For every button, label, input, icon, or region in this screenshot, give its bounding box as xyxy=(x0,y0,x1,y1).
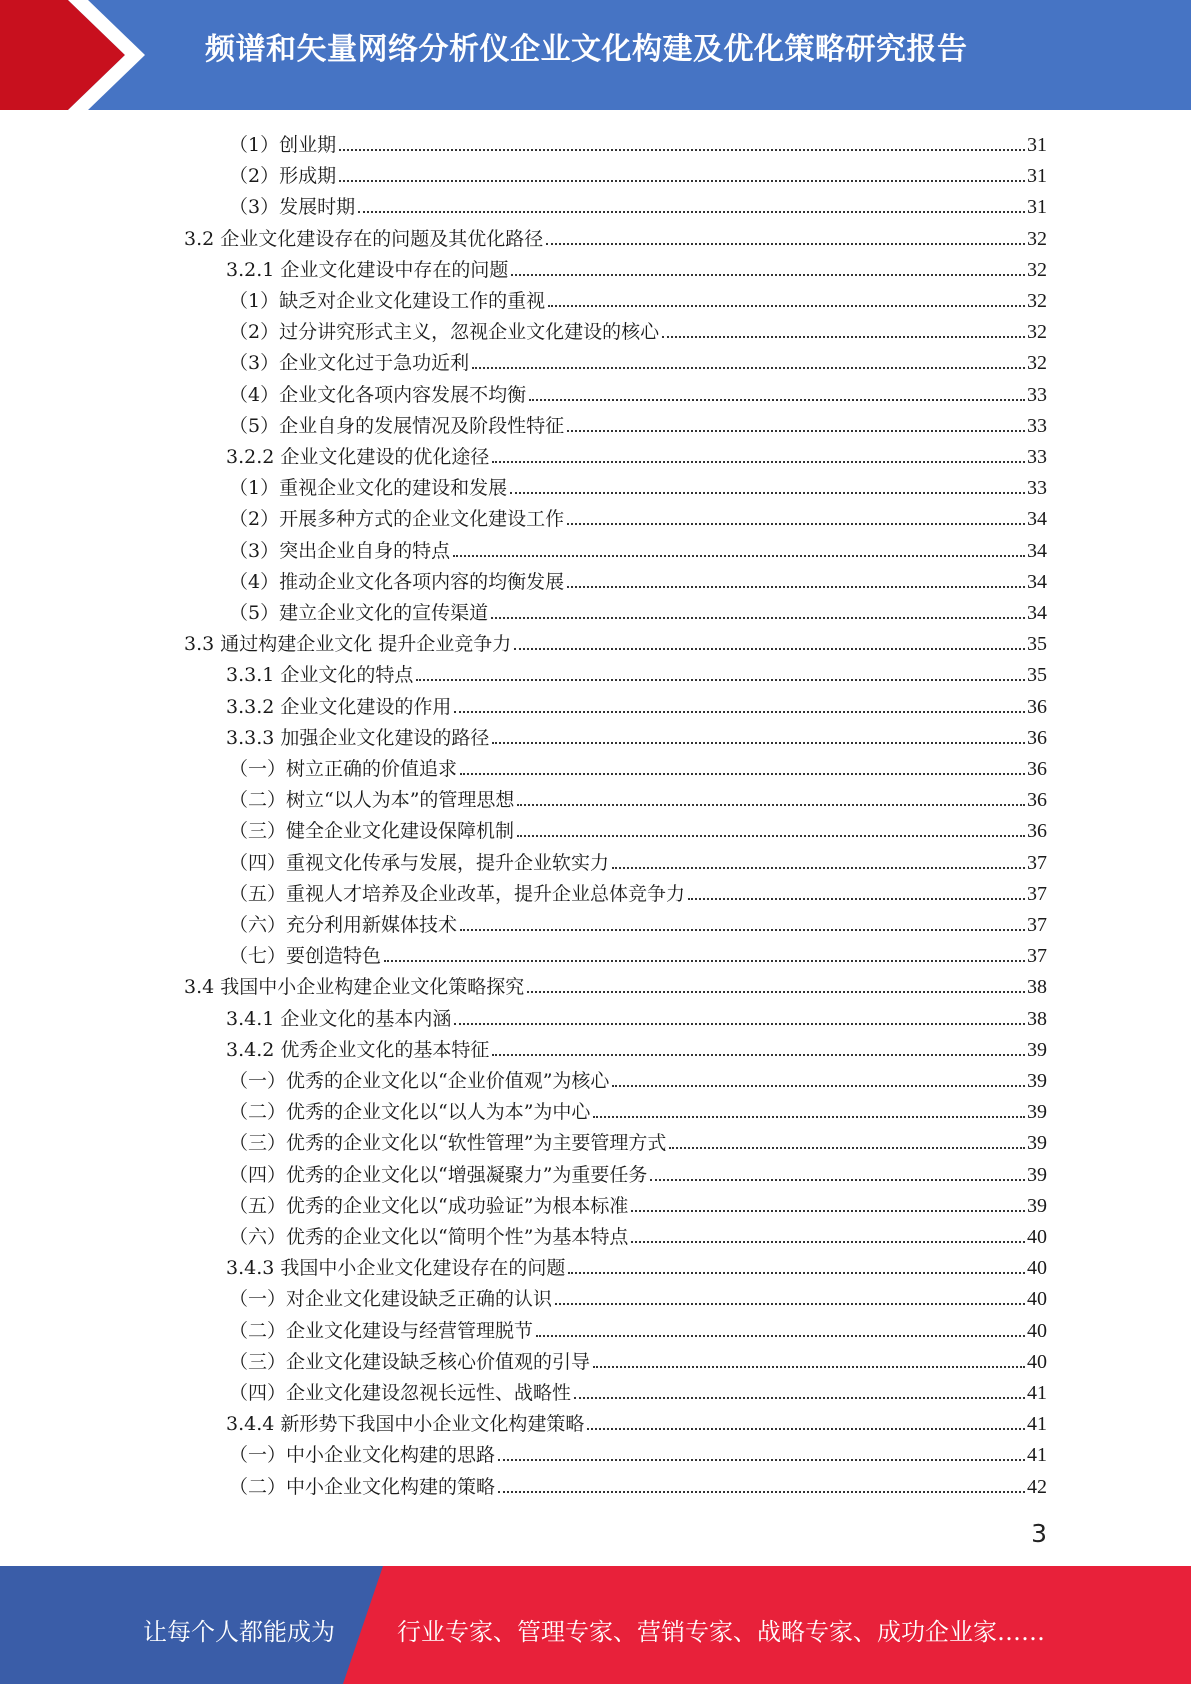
toc-entry-title: （二）企业文化建设与经营管理脱节 xyxy=(229,1319,534,1342)
toc-entry[interactable] xyxy=(229,470,1047,501)
toc-entry[interactable] xyxy=(226,1001,1047,1032)
toc-dot-leader xyxy=(517,804,1025,806)
toc-entry-title: 3.2 企业文化建设存在的问题及其优化路径 xyxy=(184,227,544,250)
toc-entry-page: 37 xyxy=(1027,945,1047,968)
toc-entry-page: 39 xyxy=(1027,1101,1047,1124)
toc-entry[interactable] xyxy=(229,564,1047,595)
toc-entry[interactable] xyxy=(184,969,1047,1000)
toc-entry-page: 34 xyxy=(1027,602,1047,624)
toc-dot-leader xyxy=(510,492,1025,494)
toc-entry[interactable] xyxy=(229,907,1047,938)
toc-entry-page: 34 xyxy=(1027,539,1047,562)
toc-dot-leader xyxy=(688,898,1025,900)
toc-entry-page: 32 xyxy=(1027,227,1047,250)
toc-entry-title: （四）优秀的企业文化以“增强凝聚力”为重要任务 xyxy=(229,1163,648,1186)
toc-entry-title: （二）中小企业文化构建的策略 xyxy=(229,1475,496,1498)
toc-dot-leader xyxy=(529,399,1025,401)
toc-entry-page: 36 xyxy=(1027,789,1047,812)
toc-entry-page: 40 xyxy=(1027,1350,1047,1373)
toc-entry-page: 33 xyxy=(1027,446,1047,468)
toc-entry-page: 33 xyxy=(1027,477,1047,500)
toc-dot-leader xyxy=(546,243,1025,245)
toc-entry[interactable] xyxy=(226,720,1047,751)
toc-entry[interactable] xyxy=(229,876,1047,907)
toc-dot-leader xyxy=(453,555,1025,557)
toc-dot-leader xyxy=(631,1210,1025,1212)
toc-entry-page: 33 xyxy=(1027,383,1047,406)
toc-dot-leader xyxy=(631,1241,1025,1243)
toc-entry[interactable] xyxy=(226,1406,1047,1437)
toc-entry-title: （六）充分利用新媒体技术 xyxy=(229,914,458,936)
toc-entry-title: （3）企业文化过于急功近利 xyxy=(229,352,470,375)
toc-dot-leader xyxy=(612,867,1025,869)
toc-entry-title: （四）企业文化建设忽视长远性、战略性 xyxy=(229,1382,572,1404)
header-arrow-decoration xyxy=(0,0,150,110)
toc-dot-leader xyxy=(498,1491,1025,1493)
toc-entry-title: 3.3 通过构建企业文化 提升企业竞争力 xyxy=(184,633,512,656)
toc-entry-title: （2）形成期 xyxy=(229,165,337,188)
toc-dot-leader xyxy=(460,929,1025,931)
toc-entry-title: （一）对企业文化建设缺乏正确的认识 xyxy=(229,1288,553,1311)
report-title: 频谱和矢量网络分析仪企业文化构建及优化策略研究报告 xyxy=(205,32,968,67)
toc-entry-page: 39 xyxy=(1027,1038,1047,1061)
toc-entry-page: 37 xyxy=(1027,851,1047,874)
toc-entry[interactable] xyxy=(229,1469,1047,1500)
toc-entry[interactable] xyxy=(226,1032,1047,1063)
toc-dot-leader xyxy=(454,1023,1025,1025)
toc-dot-leader xyxy=(568,1272,1025,1274)
toc-dot-leader xyxy=(650,1179,1025,1181)
toc-entry-page: 34 xyxy=(1027,508,1047,531)
toc-entry[interactable] xyxy=(229,938,1047,969)
toc-entry[interactable] xyxy=(184,221,1047,252)
toc-entry[interactable] xyxy=(229,377,1047,408)
toc-entry-title: 3.4.1 企业文化的基本内涵 xyxy=(226,1007,452,1030)
toc-entry[interactable] xyxy=(229,751,1047,782)
toc-dot-leader xyxy=(339,180,1025,182)
toc-entry[interactable] xyxy=(229,158,1047,189)
toc-entry[interactable] xyxy=(229,189,1047,220)
toc-entry-title: （4）推动企业文化各项内容的均衡发展 xyxy=(229,570,565,593)
toc-entry[interactable] xyxy=(226,689,1047,720)
toc-dot-leader xyxy=(662,336,1025,338)
toc-entry[interactable] xyxy=(226,1250,1047,1281)
toc-dot-leader xyxy=(567,523,1025,525)
toc-entry-title: （3）突出企业自身的特点 xyxy=(229,539,451,562)
toc-dot-leader xyxy=(536,1335,1025,1337)
toc-entry[interactable] xyxy=(229,1188,1047,1219)
toc-entry-page: 39 xyxy=(1027,1163,1047,1186)
toc-entry-page: 39 xyxy=(1027,1070,1047,1092)
footer-slogan-left: 让每个人都能成为 xyxy=(143,1618,335,1646)
toc-entry[interactable] xyxy=(229,1219,1047,1250)
toc-entry-title: （六）优秀的企业文化以“简明个性”为基本特点 xyxy=(229,1226,629,1248)
toc-entry-page: 35 xyxy=(1027,664,1047,687)
toc-dot-leader xyxy=(514,648,1025,650)
toc-entry[interactable] xyxy=(229,813,1047,844)
toc-entry-page: 41 xyxy=(1027,1413,1047,1436)
toc-entry-title: 3.4.4 新形势下我国中小企业文化构建策略 xyxy=(226,1413,585,1436)
toc-entry-title: （一）中小企业文化构建的思路 xyxy=(229,1444,496,1467)
toc-dot-leader xyxy=(548,305,1025,307)
toc-entry-title: 3.3.2 企业文化建设的作用 xyxy=(226,695,452,718)
toc-entry-title: 3.4 我国中小企业构建企业文化策略探究 xyxy=(184,976,525,999)
toc-entry-title: （二）优秀的企业文化以“以人为本”为中心 xyxy=(229,1101,591,1124)
toc-entry-title: （4）企业文化各项内容发展不均衡 xyxy=(229,383,527,406)
toc-dot-leader xyxy=(358,211,1025,213)
toc-dot-leader xyxy=(492,742,1025,744)
toc-entry-title: （5）企业自身的发展情况及阶段性特征 xyxy=(229,414,565,437)
toc-entry[interactable] xyxy=(229,1281,1047,1312)
toc-dot-leader xyxy=(384,960,1025,962)
toc-entry-title: （5）建立企业文化的宣传渠道 xyxy=(229,602,489,624)
toc-entry-page: 41 xyxy=(1027,1382,1047,1404)
toc-entry[interactable] xyxy=(229,345,1047,376)
toc-dot-leader xyxy=(492,1054,1025,1056)
toc-entry-page: 32 xyxy=(1027,352,1047,375)
page-header xyxy=(0,0,1191,110)
toc-entry-title: （1）缺乏对企业文化建设工作的重视 xyxy=(229,290,546,312)
toc-entry-page: 36 xyxy=(1027,820,1047,843)
toc-entry-page: 34 xyxy=(1027,570,1047,593)
toc-entry-title: （五）优秀的企业文化以“成功验证”为根本标准 xyxy=(229,1194,629,1217)
toc-dot-leader xyxy=(511,274,1025,276)
toc-entry-title: 3.3.1 企业文化的特点 xyxy=(226,664,414,687)
toc-entry-page: 32 xyxy=(1027,258,1047,281)
toc-entry[interactable] xyxy=(229,314,1047,345)
toc-entry-page: 33 xyxy=(1027,414,1047,437)
toc-entry[interactable] xyxy=(229,1063,1047,1094)
toc-entry-page: 32 xyxy=(1027,290,1047,312)
toc-dot-leader xyxy=(669,1147,1025,1149)
toc-dot-leader xyxy=(587,1428,1025,1430)
toc-entry[interactable] xyxy=(229,845,1047,876)
toc-entry-page: 40 xyxy=(1027,1319,1047,1342)
toc-entry[interactable] xyxy=(226,657,1047,688)
toc-entry[interactable] xyxy=(184,626,1047,657)
toc-entry-title: （一）树立正确的价值追求 xyxy=(229,758,458,780)
toc-entry-title: （四）重视文化传承与发展，提升企业软实力 xyxy=(229,851,610,874)
toc-entry-title: （三）健全企业文化建设保障机制 xyxy=(229,820,515,843)
toc-entry-page: 36 xyxy=(1027,695,1047,718)
toc-dot-leader xyxy=(492,461,1025,463)
toc-dot-leader xyxy=(593,1116,1025,1118)
toc-entry-page: 38 xyxy=(1027,1007,1047,1030)
toc-entry[interactable] xyxy=(229,1313,1047,1344)
toc-dot-leader xyxy=(491,617,1025,619)
toc-entry[interactable] xyxy=(229,127,1047,158)
toc-dot-leader xyxy=(567,430,1025,432)
toc-entry-title: 3.2.1 企业文化建设中存在的问题 xyxy=(226,258,509,281)
toc-entry-page: 38 xyxy=(1027,976,1047,999)
toc-entry-title: （2）开展多种方式的企业文化建设工作 xyxy=(229,508,565,531)
toc-entry[interactable] xyxy=(229,408,1047,439)
toc-dot-leader xyxy=(593,1366,1025,1368)
toc-entry[interactable] xyxy=(229,533,1047,564)
toc-dot-leader xyxy=(612,1085,1025,1087)
toc-entry-title: （五）重视人才培养及企业改革，提升企业总体竞争力 xyxy=(229,882,686,905)
toc-entry[interactable] xyxy=(229,1344,1047,1375)
toc-entry-page: 39 xyxy=(1027,1132,1047,1155)
toc-dot-leader xyxy=(527,991,1025,993)
toc-entry-page: 35 xyxy=(1027,633,1047,656)
toc-entry-page: 42 xyxy=(1027,1475,1047,1498)
toc-dot-leader xyxy=(339,149,1025,151)
toc-entry-page: 40 xyxy=(1027,1226,1047,1248)
toc-entry-title: （一）优秀的企业文化以“企业价值观”为核心 xyxy=(229,1070,610,1092)
toc-entry-title: （2）过分讲究形式主义，忽视企业文化建设的核心 xyxy=(229,321,660,344)
toc-entry-page: 31 xyxy=(1027,165,1047,188)
toc-entry[interactable] xyxy=(229,283,1047,314)
toc-entry-page: 31 xyxy=(1027,196,1047,219)
toc-entry-page: 31 xyxy=(1027,134,1047,156)
toc-entry-title: （三）企业文化建设缺乏核心价值观的引导 xyxy=(229,1350,591,1373)
toc-entry[interactable] xyxy=(229,1094,1047,1125)
toc-entry-page: 40 xyxy=(1027,1257,1047,1280)
toc-dot-leader xyxy=(460,773,1025,775)
toc-entry-page: 40 xyxy=(1027,1288,1047,1311)
toc-dot-leader xyxy=(574,1397,1025,1399)
toc-entry[interactable] xyxy=(229,595,1047,626)
toc-dot-leader xyxy=(472,367,1025,369)
toc-dot-leader xyxy=(416,679,1025,681)
toc-entry[interactable] xyxy=(229,1375,1047,1406)
toc-entry-title: （七）要创造特色 xyxy=(229,945,382,968)
toc-entry-title: （二）树立“以人为本”的管理思想 xyxy=(229,789,515,812)
toc-entry-page: 36 xyxy=(1027,758,1047,780)
toc-entry[interactable] xyxy=(229,501,1047,532)
toc-dot-leader xyxy=(517,835,1025,837)
toc-entry-title: 3.2.2 企业文化建设的优化途径 xyxy=(226,446,490,468)
toc-entry-page: 39 xyxy=(1027,1194,1047,1217)
toc-entry-page: 41 xyxy=(1027,1444,1047,1467)
toc-entry-title: （1）重视企业文化的建设和发展 xyxy=(229,477,508,500)
toc-entry-title: 3.3.3 加强企业文化建设的路径 xyxy=(226,726,490,749)
footer-slogan-right: 行业专家、管理专家、营销专家、战略专家、成功企业家…… xyxy=(397,1618,1045,1646)
toc-entry[interactable] xyxy=(229,1157,1047,1188)
toc-entry-title: 3.4.3 我国中小企业文化建设存在的问题 xyxy=(226,1257,566,1280)
toc-dot-leader xyxy=(555,1303,1025,1305)
toc-entry[interactable] xyxy=(229,1125,1047,1156)
toc-entry[interactable] xyxy=(226,439,1047,470)
toc-entry-title: （1）创业期 xyxy=(229,134,337,156)
toc-entry-title: （三）优秀的企业文化以“软性管理”为主要管理方式 xyxy=(229,1132,667,1155)
toc-dot-leader xyxy=(454,711,1025,713)
toc-entry-page: 32 xyxy=(1027,321,1047,344)
toc-entry[interactable] xyxy=(229,782,1047,813)
toc-entry-title: 3.4.2 优秀企业文化的基本特征 xyxy=(226,1038,490,1061)
toc-dot-leader xyxy=(498,1459,1025,1461)
toc-entry[interactable] xyxy=(229,1437,1047,1468)
toc-entry-page: 36 xyxy=(1027,726,1047,749)
toc-entry-page: 37 xyxy=(1027,914,1047,936)
page-number: 3 xyxy=(1031,1519,1047,1548)
toc-dot-leader xyxy=(567,586,1025,588)
toc-entry-title: （3）发展时期 xyxy=(229,196,356,219)
toc-entry[interactable] xyxy=(226,252,1047,283)
toc-entry-page: 37 xyxy=(1027,882,1047,905)
